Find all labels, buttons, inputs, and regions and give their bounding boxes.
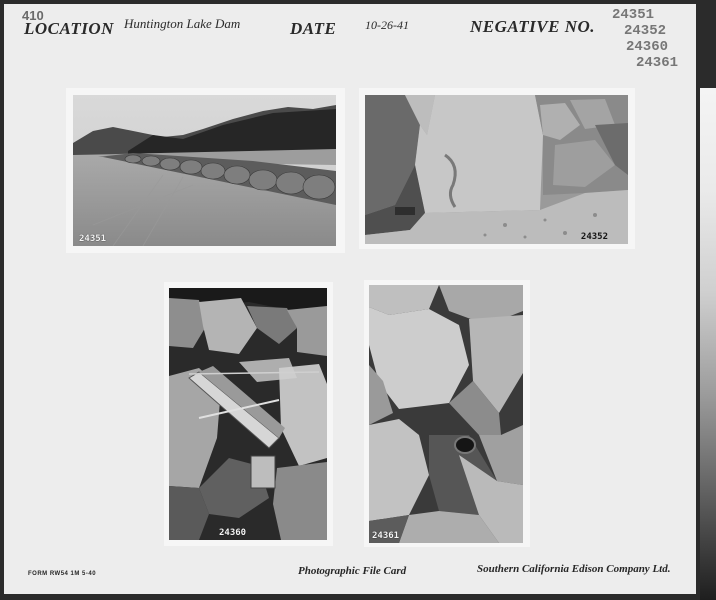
company-name: Southern California Edison Company Ltd. xyxy=(477,563,671,575)
photo-negative-number: 24361 xyxy=(372,531,400,541)
form-identifier: FORM RW54 1M 5-40 xyxy=(28,571,97,577)
location-value: Huntington Lake Dam xyxy=(124,16,241,31)
photo-negative-number: 24360 xyxy=(219,528,247,538)
negative-number: 24352 xyxy=(624,23,667,39)
negative-number-label: NEGATIVE NO. xyxy=(470,17,596,36)
card-index-number: 410 xyxy=(22,8,44,23)
negative-number: 24361 xyxy=(636,55,679,71)
negative-number: 24360 xyxy=(626,39,669,55)
date-label: DATE xyxy=(290,19,337,38)
photo-pipe-among-rocks xyxy=(169,288,327,540)
photo-negative-number: 24351 xyxy=(79,234,107,244)
location-label: LOCATION xyxy=(24,19,114,38)
photo-pipe-opening xyxy=(369,285,523,543)
negative-number-list xyxy=(612,7,678,71)
grayscale-calibration-strip xyxy=(700,88,716,600)
negative-number: 24351 xyxy=(612,7,655,23)
date-value: 10-26-41 xyxy=(365,18,409,32)
photo-granite-boulders xyxy=(365,95,628,244)
photo-negative-number: 24352 xyxy=(580,232,608,242)
photo-road-along-dam xyxy=(73,95,336,246)
card-title: Photographic File Card xyxy=(298,565,407,577)
